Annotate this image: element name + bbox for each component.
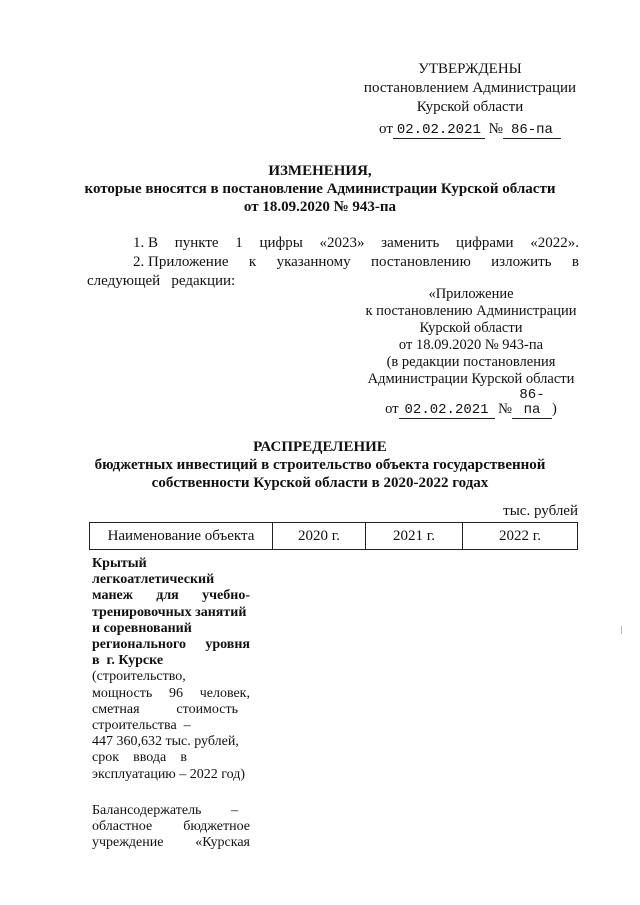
object-detail-line: строительства –: [92, 718, 191, 734]
item-2-word: указанному: [276, 254, 351, 270]
object-word: для: [156, 588, 179, 604]
object-name-line: легкоатлетический: [92, 572, 215, 588]
table-header-row: [90, 523, 578, 550]
appendix-line4: от 18.09.2020 № 943-па: [398, 337, 544, 353]
appendix-line3: Курской области: [419, 320, 523, 336]
appendix-line6: Администрации Курской области: [367, 371, 575, 387]
object-word: областное: [92, 819, 153, 835]
approval-block: [355, 60, 585, 139]
object-word: регионального: [92, 637, 186, 653]
item-1-word: 1: [235, 235, 243, 251]
changes-subtitle1: которые вносятся в постановление Администрации Курской области: [84, 181, 556, 197]
appendix-line1: «Приложение: [428, 286, 514, 302]
object-description: [92, 556, 250, 851]
approval-line1: постановлением Администрации: [363, 80, 577, 96]
item-2-word: постановлению: [371, 254, 471, 270]
object-name-line: тренировочных занятий: [92, 604, 247, 620]
item-1-word: заменить: [381, 235, 440, 251]
object-name-line: [92, 588, 250, 604]
approval-title: УТВЕРЖДЕНЫ: [418, 61, 522, 77]
distribution-table: [89, 522, 578, 550]
object-word: срок: [92, 750, 120, 766]
item-1-word: «2022».: [530, 235, 579, 251]
object-word: стоимость: [176, 701, 238, 717]
item-1-word: 1. В: [133, 235, 159, 251]
item-1-word: пункте: [174, 235, 219, 251]
object-name-line: [92, 637, 250, 653]
changes-heading: [60, 162, 580, 216]
object-detail-line: [92, 686, 250, 702]
item-2-line1: [133, 253, 579, 272]
header-2021: 2021 г.: [366, 523, 463, 550]
item-1-word: цифрами: [456, 235, 514, 251]
holder-line: [92, 835, 250, 851]
appendix-line2: к постановлению Администрации: [365, 303, 577, 319]
header-2020: 2020 г.: [273, 523, 366, 550]
object-word: сметная: [92, 701, 140, 717]
object-word: манеж: [92, 588, 133, 604]
object-word: мощность: [92, 685, 153, 701]
units-label: тыс. рублей: [503, 503, 578, 519]
object-word: Балансодержатель: [92, 802, 202, 818]
object-detail-line: [92, 702, 238, 718]
header-2022: 2022 г.: [463, 523, 578, 550]
appendix-number-label: №: [498, 401, 513, 417]
approval-date-line: [355, 120, 585, 139]
distribution-title: РАСПРЕДЕЛЕНИЕ: [253, 439, 387, 455]
appendix-from-label: от: [385, 401, 399, 417]
holder-line: [92, 803, 238, 819]
item-1: [133, 234, 579, 253]
item-2-word: изложить: [491, 254, 552, 270]
object-word: уровня: [205, 637, 250, 653]
item-1-word: цифры: [259, 235, 303, 251]
object-word: в: [180, 750, 187, 766]
appendix-date: 02.02.2021: [399, 403, 495, 419]
object-word: –: [231, 802, 238, 818]
approval-number-label: №: [488, 121, 503, 137]
distribution-subtitle1: бюджетных инвестиций в строительство объекта государственной: [94, 457, 546, 473]
item-1-word: «2023»: [319, 235, 365, 251]
object-word: «Курская: [195, 835, 250, 851]
item-2-word: 2. Приложение: [133, 254, 229, 270]
distribution-subtitle2: собственности Курской области в 2020-2022 годах: [151, 475, 489, 491]
approval-from-label: от: [379, 121, 393, 137]
object-detail-line: [92, 750, 187, 766]
object-word: учреждение: [92, 835, 164, 851]
spacer: [92, 783, 250, 803]
object-word: человек,: [199, 685, 250, 701]
approval-number: 86-па: [503, 123, 561, 139]
holder-line: [92, 819, 250, 835]
appendix-block: [355, 286, 587, 419]
object-name-line: и соревнований: [92, 620, 192, 636]
object-detail-line: эксплуатацию – 2022 год): [92, 766, 246, 782]
object-word: учебно-: [202, 588, 250, 604]
object-detail-line: (строительство,: [92, 669, 186, 685]
changes-subtitle2: от 18.09.2020 № 943-па: [243, 199, 397, 215]
item-2-word: в: [571, 254, 579, 270]
object-name-line: Крытый: [92, 556, 147, 571]
appendix-close: ): [552, 401, 557, 417]
object-word: 96: [168, 685, 183, 701]
approval-line2: Курской области: [416, 99, 524, 115]
appendix-line5: (в редакции постановления: [386, 354, 556, 370]
approval-date: 02.02.2021: [393, 123, 485, 139]
item-2-line2: следующей редакции:: [87, 273, 236, 289]
object-word: ввода: [133, 750, 167, 766]
appendix-number: 86-па: [512, 388, 552, 419]
scan-mark: [621, 626, 622, 634]
distribution-heading: [60, 438, 580, 492]
header-object: Наименование объекта: [90, 523, 273, 550]
appendix-date-line: [355, 388, 587, 419]
item-2-word: к: [248, 254, 257, 270]
object-detail-line: 447 360,632 тыс. рублей,: [92, 734, 239, 750]
object-name-line: в г. Курске: [92, 653, 164, 669]
object-word: бюджетное: [183, 819, 250, 835]
changes-title: ИЗМЕНЕНИЯ,: [268, 163, 372, 179]
